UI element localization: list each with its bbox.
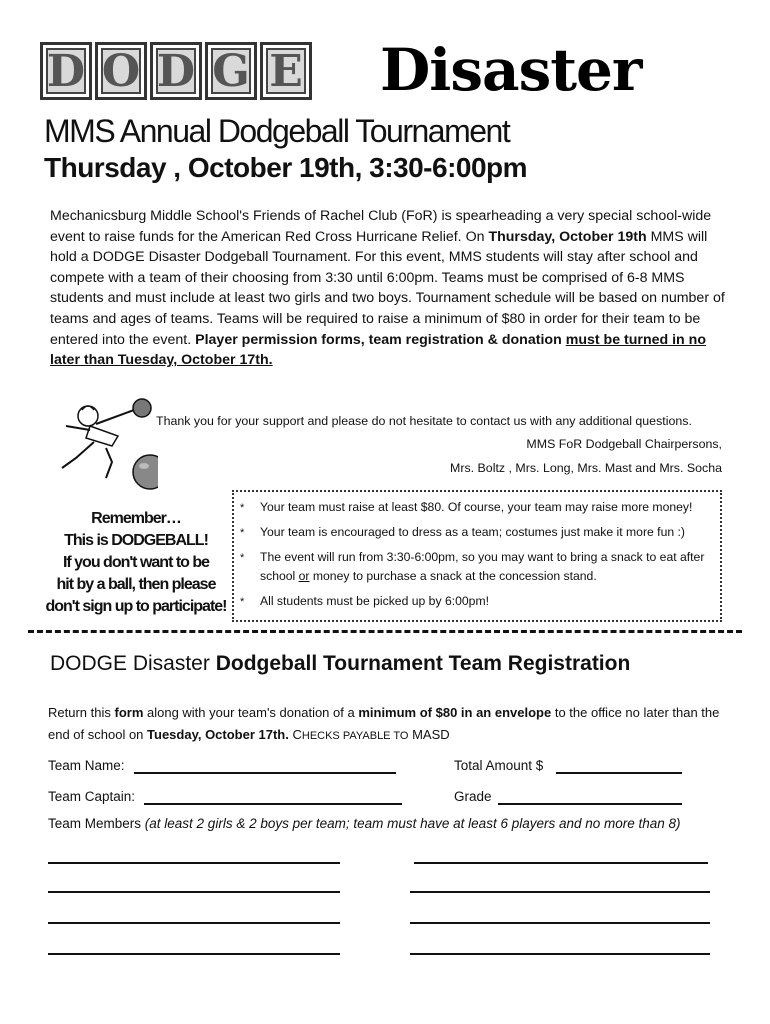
member-line[interactable]	[414, 862, 708, 864]
intro-deadline-bold: Player permission forms, team registration & donation	[195, 331, 562, 348]
instructions-text: along with your team's donation of a	[143, 705, 359, 720]
registration-instructions	[48, 702, 728, 747]
team-name-label: Team Name:	[48, 758, 125, 773]
registration-title-plain: DODGE Disaster	[50, 652, 216, 675]
instructions-text: MASD	[408, 727, 450, 742]
instructions-text: C	[288, 727, 302, 742]
total-amount-label: Total Amount $	[454, 758, 544, 773]
cut-line-divider	[28, 630, 742, 633]
remember-line: If you don't want to be	[62, 554, 210, 571]
member-line[interactable]	[410, 891, 710, 893]
chairpersons-title: MMS FoR Dodgeball Chairpersons,	[526, 437, 722, 451]
dodge-logo-word	[40, 42, 312, 100]
dodge-letter: G	[205, 42, 257, 100]
grade-field[interactable]	[498, 789, 682, 805]
member-line[interactable]	[410, 953, 710, 955]
instructions-text: Return this	[48, 705, 115, 720]
event-date: Thursday , October 19th, 3:30-6:00pm	[44, 152, 528, 183]
team-members-label	[48, 816, 681, 831]
instructions-smallcaps: HECKS PAYABLE TO	[301, 730, 409, 742]
intro-text: Mechanicsburg Middle School's Friends of Rachel Club (FoR) is spearheading a very special school-wide event to raise funds for the American Red Cross Hurricane Relief. On	[50, 208, 712, 245]
dodgeball-player-illustration	[46, 396, 158, 506]
dodge-letter: E	[260, 42, 312, 100]
thanks-note: Thank you for your support and please do not hesitate to contact us with any additional questions.	[156, 414, 692, 428]
intro-paragraph	[50, 206, 730, 371]
rule-item: * Your team is encouraged to dress as a team; costumes just make it more fun :)	[260, 523, 720, 542]
team-name-field[interactable]	[134, 758, 396, 774]
rule-item: * All students must be picked up by 6:00pm!	[260, 592, 720, 611]
rule-text: The event will run from 3:30-6:00pm, so you may want to bring a snack to eat after school	[260, 550, 705, 583]
disaster-title: Disaster	[380, 36, 642, 104]
instructions-form-bold: form	[114, 705, 144, 720]
members-label-text: Team Members	[48, 816, 145, 831]
member-line[interactable]	[48, 891, 340, 893]
member-line[interactable]	[48, 953, 340, 955]
remember-line: Remember…	[91, 510, 181, 527]
members-note-italic: (at least 2 girls & 2 boys per team; team must have at least 6 players and no more than 8)	[144, 816, 681, 831]
instructions-minimum-bold: minimum of $80 in an envelope	[358, 705, 552, 720]
remember-line: This is DODGEBALL!	[64, 532, 208, 549]
member-line[interactable]	[48, 862, 340, 864]
remember-line: don't sign up to participate!	[45, 598, 227, 615]
dodge-letter: O	[95, 42, 147, 100]
instructions-date-bold: Tuesday, October 17th.	[147, 727, 289, 742]
registration-title	[50, 652, 630, 676]
rule-text: money to purchase a snack at the concession stand.	[309, 569, 597, 583]
instructions-text: to the office no later than the end of school on	[48, 705, 720, 742]
dodge-letter: D	[40, 42, 92, 100]
rule-item	[260, 548, 720, 586]
intro-date-bold: Thursday, October 19th	[488, 228, 647, 245]
intro-text: MMS will hold a DODGE Disaster Dodgeball Tournament. For this event, MMS students will stay after school and compete with a team of their choosing from 3:30 until 6:00pm. Teams must be comprised of 6-8 MMS students and must include at least two girls and two boys. Tournament schedule will be based on number of teams and ages of teams. Teams will be required to raise a minimum of $80 in order for their team to be entered into the event.	[50, 228, 725, 348]
intro-deadline-underlined: must be turned in no later than Tuesday, October 17th.	[50, 331, 706, 369]
team-captain-label: Team Captain:	[48, 789, 136, 804]
rule-item: * Your team must raise at least $80. Of course, your team may raise more money!	[260, 498, 720, 517]
member-line[interactable]	[48, 922, 340, 924]
grade-label: Grade	[454, 789, 492, 804]
remember-line: hit by a ball, then please	[56, 576, 216, 593]
registration-title-bold: Dodgeball Tournament Team Registration	[215, 652, 631, 675]
dodge-letter: D	[150, 42, 202, 100]
remember-callout	[38, 508, 234, 618]
rules-box	[232, 490, 722, 622]
member-line[interactable]	[410, 922, 710, 924]
rule-or-underlined: or	[298, 569, 310, 583]
team-captain-field[interactable]	[144, 789, 402, 805]
tournament-subtitle: MMS Annual Dodgeball Tournament	[44, 113, 510, 149]
chairpersons-names: Mrs. Boltz , Mrs. Long, Mrs. Mast and Mrs. Socha	[450, 461, 722, 475]
total-amount-field[interactable]	[556, 758, 682, 774]
